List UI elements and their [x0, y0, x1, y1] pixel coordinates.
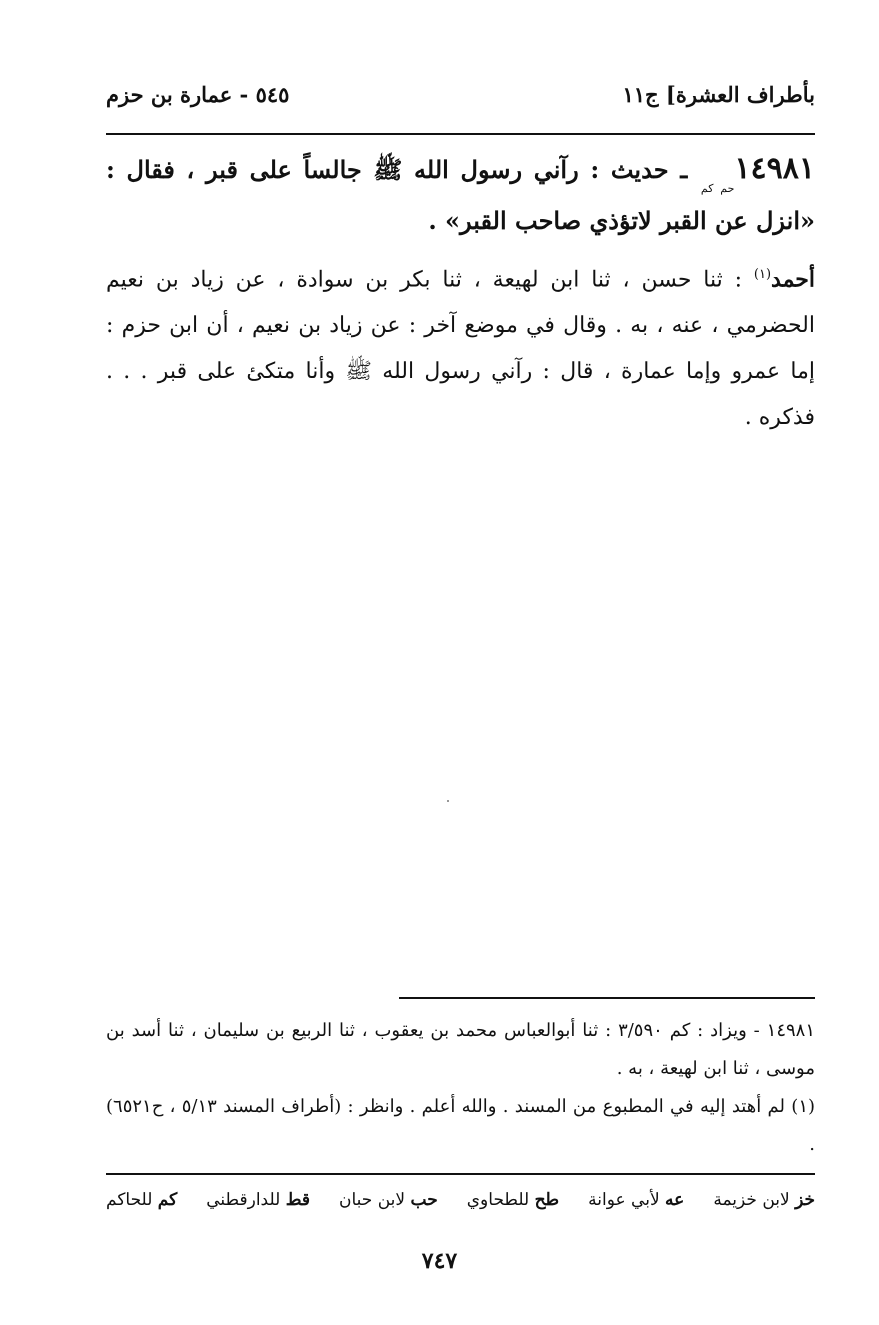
abbreviation-name: للدارقطني: [206, 1190, 281, 1210]
abbreviation-item: [206, 1190, 310, 1210]
header-volume-title: بأطراف العشرة] ج١١: [622, 82, 815, 107]
hadith-number: ١٤٩٨١: [734, 151, 815, 186]
footer-rule: [106, 1173, 815, 1175]
hadith-text: ـ حديث : رآني رسول الله ﷺ جالساً على قبر ، فقال : «انزل عن القبر لاتؤذي صاحب القبر» .: [106, 155, 815, 235]
abbreviation-key: [106, 1190, 815, 1210]
abbreviation-item: [713, 1190, 815, 1210]
abbreviation-name: لابن خزيمة: [713, 1190, 790, 1210]
page-speck: [447, 800, 449, 802]
footnote-separator: [399, 997, 815, 999]
running-header: [106, 82, 815, 122]
footnote-addition: ١٤٩٨١ - ويزاد : كم ٣/٥٩٠ : ثنا أبوالعباس محمد بن يعقوب ، ثنا الربيع بن سليمان ، ثنا أسد بن موسى ، ثنا ابن لهيعة ، به .: [106, 1020, 815, 1079]
abbreviation-item: [106, 1190, 177, 1210]
page-number: ٧٤٧: [421, 1248, 458, 1274]
abbreviation-item: [467, 1190, 559, 1210]
abbreviation-code: حب: [410, 1190, 438, 1210]
abbreviation-code: عه: [665, 1190, 685, 1210]
abbreviation-item: [339, 1190, 438, 1210]
header-rule: [106, 133, 815, 135]
abbreviation-name: للحاكم: [106, 1190, 153, 1210]
abbreviation-name: لأبي عوانة: [588, 1190, 660, 1210]
abbreviation-code: طح: [534, 1190, 560, 1210]
footnote-one: (١) لم أهتد إليه في المطبوع من المسند . والله أعلم . وانظر : (أطراف المسند ٥/١٣ ، ح٦٥٢١) .: [106, 1096, 816, 1155]
footnote-reference: (١): [753, 267, 772, 282]
header-section-title: ٥٤٥ - عمارة بن حزم: [106, 82, 290, 107]
hadith-entry: [106, 146, 815, 244]
abbreviation-item: [588, 1190, 684, 1210]
source-lead: أحمد: [771, 266, 815, 293]
abbreviation-code: كم: [157, 1190, 178, 1210]
abbreviation-name: لابن حبان: [339, 1190, 406, 1210]
abbreviation-name: للطحاوي: [466, 1190, 530, 1210]
hadith-source-codes: حم كم: [700, 182, 735, 195]
abbreviation-code: قط: [285, 1190, 310, 1210]
source-text: : ثنا حسن ، ثنا ابن لهيعة ، ثنا بكر بن سوادة ، عن زياد بن نعيم الحضرمي ، عنه ، به . وقال في موضع آخر : عن زياد بن نعيم ، أن ابن حزم : إما عمرو وإما عمارة ، قال : رآني رسول الله ﷺ وأنا متكئ على قبر . . . فذكره .: [106, 267, 815, 431]
abbreviation-code: خز: [795, 1190, 815, 1210]
footnotes: [106, 1012, 815, 1164]
source-paragraph: [106, 252, 815, 441]
